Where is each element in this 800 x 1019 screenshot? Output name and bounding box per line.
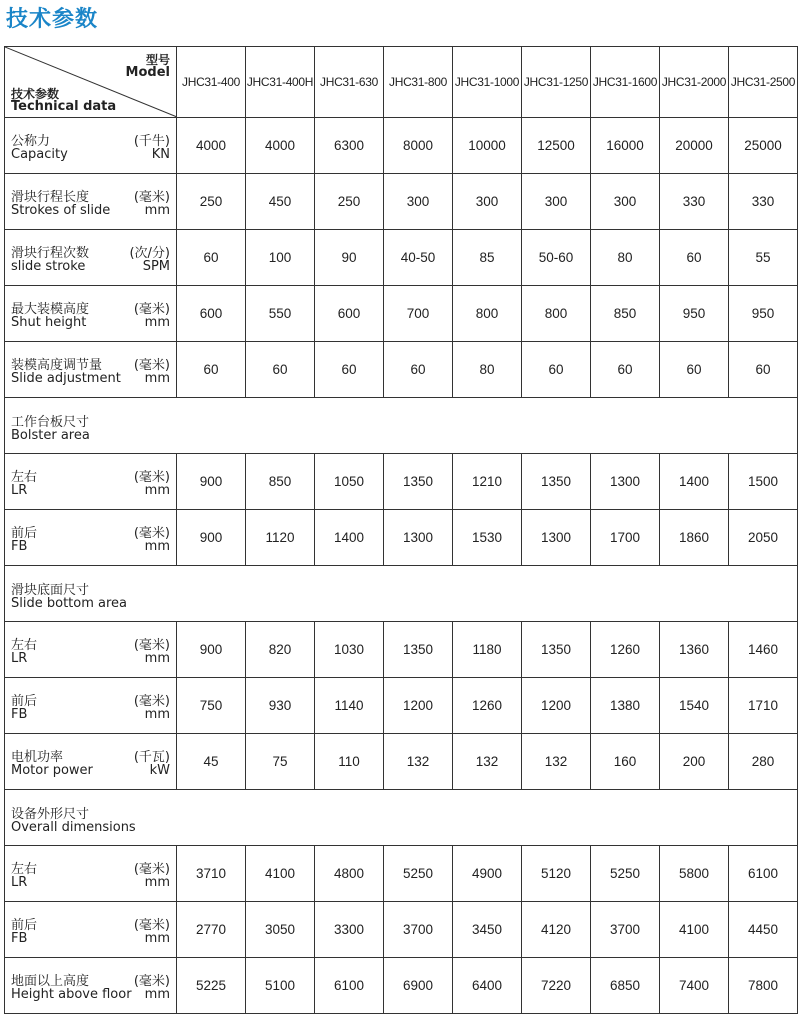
param-name-en: LR (11, 651, 28, 666)
param-unit-en: mm (144, 315, 170, 330)
table-row (5, 118, 798, 174)
section-row (5, 398, 798, 454)
table-row (5, 678, 798, 734)
value-cell: 4000 (246, 118, 315, 174)
value-cell: 300 (522, 174, 591, 230)
value-cell: 1200 (522, 678, 591, 734)
param-name-en: FB (11, 707, 28, 722)
value-cell: 950 (729, 286, 798, 342)
value-cell: 6100 (315, 958, 384, 1014)
value-cell: 10000 (453, 118, 522, 174)
value-cell: 200 (660, 734, 729, 790)
model-header: JHC31-400H (246, 47, 315, 118)
param-name-cn: 滑块行程长度 (11, 190, 90, 205)
section-label-en: Bolster area (11, 428, 90, 443)
value-cell: 60 (522, 342, 591, 398)
section-label-cn: 滑块底面尺寸 (11, 583, 90, 598)
value-cell: 300 (591, 174, 660, 230)
value-cell: 132 (384, 734, 453, 790)
value-cell: 60 (177, 230, 246, 286)
param-unit-cn: (千瓦) (133, 750, 170, 765)
param-unit-cn: (毫米) (133, 302, 170, 317)
table-row (5, 902, 798, 958)
value-cell: 1300 (522, 510, 591, 566)
param-unit-cn: (毫米) (133, 694, 170, 709)
param-unit-cn: (毫米) (133, 918, 170, 933)
param-name-cn: 左右 (11, 862, 38, 877)
table-row (5, 622, 798, 678)
param-name-en: Height above floor (11, 987, 132, 1002)
param-unit-en: mm (144, 203, 170, 218)
param-name-cn: 前后 (11, 918, 38, 933)
param-unit-en: mm (144, 651, 170, 666)
value-cell: 1540 (660, 678, 729, 734)
param-label-en: Technical data (11, 99, 117, 114)
param-unit-cn: (毫米) (133, 190, 170, 205)
section-row (5, 566, 798, 622)
value-cell: 1260 (453, 678, 522, 734)
param-unit-en: mm (144, 931, 170, 946)
model-label-cn: 型号 (145, 53, 170, 67)
page-title: 技术参数 (6, 7, 99, 32)
value-cell: 25000 (729, 118, 798, 174)
param-name-cn: 电机功率 (11, 750, 64, 765)
section-row (5, 790, 798, 846)
param-label-cn: 技术参数 (11, 87, 60, 101)
param-label-cell (5, 902, 177, 958)
value-cell: 1400 (315, 510, 384, 566)
value-cell: 800 (453, 286, 522, 342)
param-label-cell (5, 678, 177, 734)
section-label-en: Overall dimensions (11, 820, 136, 835)
value-cell: 1500 (729, 454, 798, 510)
value-cell: 6100 (729, 846, 798, 902)
value-cell: 60 (660, 230, 729, 286)
technical-data-table (4, 46, 798, 1014)
value-cell: 7220 (522, 958, 591, 1014)
table-row (5, 286, 798, 342)
param-name-cn: 公称力 (11, 134, 51, 149)
value-cell: 700 (384, 286, 453, 342)
value-cell: 60 (660, 342, 729, 398)
value-cell: 330 (729, 174, 798, 230)
section-header-cell (5, 398, 798, 454)
value-cell: 750 (177, 678, 246, 734)
param-name-cn: 左右 (11, 638, 38, 653)
value-cell: 1030 (315, 622, 384, 678)
value-cell: 4900 (453, 846, 522, 902)
value-cell: 8000 (384, 118, 453, 174)
value-cell: 5100 (246, 958, 315, 1014)
value-cell: 5225 (177, 958, 246, 1014)
value-cell: 600 (315, 286, 384, 342)
value-cell: 5250 (384, 846, 453, 902)
value-cell: 1180 (453, 622, 522, 678)
value-cell: 4100 (246, 846, 315, 902)
param-label-cell (5, 734, 177, 790)
value-cell: 900 (177, 622, 246, 678)
value-cell: 7400 (660, 958, 729, 1014)
value-cell: 1300 (591, 454, 660, 510)
value-cell: 3700 (384, 902, 453, 958)
value-cell: 5800 (660, 846, 729, 902)
value-cell: 3700 (591, 902, 660, 958)
model-header: JHC31-2000 (660, 47, 729, 118)
value-cell: 60 (177, 342, 246, 398)
param-unit-en: mm (144, 371, 170, 386)
value-cell: 930 (246, 678, 315, 734)
param-name-cn: 滑块行程次数 (11, 246, 90, 261)
table-row (5, 230, 798, 286)
value-cell: 1300 (384, 510, 453, 566)
value-cell: 16000 (591, 118, 660, 174)
value-cell: 7800 (729, 958, 798, 1014)
value-cell: 450 (246, 174, 315, 230)
param-unit-cn: (毫米) (133, 470, 170, 485)
value-cell: 1700 (591, 510, 660, 566)
value-cell: 1260 (591, 622, 660, 678)
model-header: JHC31-1000 (453, 47, 522, 118)
param-name-en: FB (11, 931, 28, 946)
value-cell: 80 (591, 230, 660, 286)
value-cell: 45 (177, 734, 246, 790)
table-row (5, 342, 798, 398)
value-cell: 550 (246, 286, 315, 342)
table-row (5, 846, 798, 902)
value-cell: 1200 (384, 678, 453, 734)
param-unit-en: SPM (142, 259, 170, 274)
value-cell: 90 (315, 230, 384, 286)
model-header: JHC31-1250 (522, 47, 591, 118)
value-cell: 300 (453, 174, 522, 230)
value-cell: 6850 (591, 958, 660, 1014)
value-cell: 1360 (660, 622, 729, 678)
value-cell: 75 (246, 734, 315, 790)
param-name-en: FB (11, 539, 28, 554)
section-label-en: Slide bottom area (11, 596, 127, 611)
table-row (5, 734, 798, 790)
value-cell: 3710 (177, 846, 246, 902)
value-cell: 250 (315, 174, 384, 230)
model-header: JHC31-400 (177, 47, 246, 118)
value-cell: 900 (177, 510, 246, 566)
section-label-cn: 工作台板尺寸 (11, 415, 90, 430)
param-name-en: Motor power (11, 763, 93, 778)
param-name-en: LR (11, 483, 28, 498)
value-cell: 850 (591, 286, 660, 342)
table-row (5, 454, 798, 510)
param-unit-en: KN (151, 147, 170, 162)
param-unit-cn: (毫米) (133, 862, 170, 877)
param-unit-cn: (毫米) (133, 974, 170, 989)
value-cell: 4120 (522, 902, 591, 958)
param-label-cell (5, 230, 177, 286)
value-cell: 60 (729, 342, 798, 398)
value-cell: 60 (384, 342, 453, 398)
table-row (5, 958, 798, 1014)
value-cell: 280 (729, 734, 798, 790)
value-cell: 250 (177, 174, 246, 230)
value-cell: 85 (453, 230, 522, 286)
value-cell: 4450 (729, 902, 798, 958)
value-cell: 950 (660, 286, 729, 342)
value-cell: 132 (453, 734, 522, 790)
value-cell: 5120 (522, 846, 591, 902)
value-cell: 1400 (660, 454, 729, 510)
value-cell: 1210 (453, 454, 522, 510)
value-cell: 3450 (453, 902, 522, 958)
value-cell: 80 (453, 342, 522, 398)
value-cell: 3300 (315, 902, 384, 958)
model-label-en: Model (125, 65, 170, 80)
value-cell: 6400 (453, 958, 522, 1014)
param-unit-en: mm (144, 987, 170, 1002)
value-cell: 1350 (522, 622, 591, 678)
param-label-cell (5, 454, 177, 510)
param-label-cell (5, 510, 177, 566)
param-name-cn: 最大装模高度 (11, 302, 90, 317)
model-header: JHC31-800 (384, 47, 453, 118)
value-cell: 60 (315, 342, 384, 398)
value-cell: 110 (315, 734, 384, 790)
value-cell: 1380 (591, 678, 660, 734)
param-unit-cn: (毫米) (133, 358, 170, 373)
model-header: JHC31-630 (315, 47, 384, 118)
value-cell: 20000 (660, 118, 729, 174)
value-cell: 5250 (591, 846, 660, 902)
value-cell: 1120 (246, 510, 315, 566)
value-cell: 4000 (177, 118, 246, 174)
param-name-en: Strokes of slide (11, 203, 111, 218)
param-unit-cn: (毫米) (133, 638, 170, 653)
value-cell: 4100 (660, 902, 729, 958)
param-unit-cn: (次/分) (129, 246, 170, 261)
param-name-en: LR (11, 875, 28, 890)
value-cell: 40-50 (384, 230, 453, 286)
section-header-cell (5, 566, 798, 622)
table-body (5, 118, 798, 1014)
param-name-cn: 前后 (11, 694, 38, 709)
value-cell: 2770 (177, 902, 246, 958)
value-cell: 850 (246, 454, 315, 510)
value-cell: 1710 (729, 678, 798, 734)
param-name-en: Shut height (11, 315, 87, 330)
param-unit-cn: (毫米) (133, 526, 170, 541)
param-unit-en: mm (144, 707, 170, 722)
value-cell: 3050 (246, 902, 315, 958)
value-cell: 1530 (453, 510, 522, 566)
value-cell: 1860 (660, 510, 729, 566)
value-cell: 6900 (384, 958, 453, 1014)
value-cell: 132 (522, 734, 591, 790)
param-unit-en: mm (144, 483, 170, 498)
param-name-cn: 地面以上高度 (11, 974, 90, 989)
param-unit-en: mm (144, 539, 170, 554)
param-label-cell (5, 846, 177, 902)
param-unit-en: mm (144, 875, 170, 890)
header-row (5, 47, 798, 118)
value-cell: 160 (591, 734, 660, 790)
param-name-cn: 左右 (11, 470, 38, 485)
value-cell: 60 (591, 342, 660, 398)
value-cell: 1350 (384, 622, 453, 678)
value-cell: 55 (729, 230, 798, 286)
param-label-cell (5, 174, 177, 230)
value-cell: 820 (246, 622, 315, 678)
param-name-en: Slide adjustment (11, 371, 121, 386)
section-label-cn: 设备外形尺寸 (11, 807, 90, 822)
param-unit-cn: (千牛) (133, 134, 170, 149)
value-cell: 1140 (315, 678, 384, 734)
value-cell: 1460 (729, 622, 798, 678)
model-header: JHC31-2500 (729, 47, 798, 118)
param-name-cn: 装模高度调节量 (11, 358, 103, 373)
value-cell: 1350 (384, 454, 453, 510)
param-name-cn: 前后 (11, 526, 38, 541)
param-unit-en: kW (149, 763, 170, 778)
value-cell: 6300 (315, 118, 384, 174)
param-name-en: Capacity (11, 147, 68, 162)
value-cell: 50-60 (522, 230, 591, 286)
value-cell: 900 (177, 454, 246, 510)
param-label-cell (5, 286, 177, 342)
table-row (5, 174, 798, 230)
value-cell: 12500 (522, 118, 591, 174)
value-cell: 800 (522, 286, 591, 342)
value-cell: 330 (660, 174, 729, 230)
param-label-cell (5, 342, 177, 398)
param-label-cell (5, 958, 177, 1014)
value-cell: 2050 (729, 510, 798, 566)
value-cell: 4800 (315, 846, 384, 902)
param-name-en: slide stroke (11, 259, 86, 274)
param-label-cell (5, 622, 177, 678)
table-row (5, 510, 798, 566)
model-header: JHC31-1600 (591, 47, 660, 118)
value-cell: 300 (384, 174, 453, 230)
value-cell: 1350 (522, 454, 591, 510)
param-label-cell (5, 118, 177, 174)
value-cell: 1050 (315, 454, 384, 510)
corner-header-cell (5, 47, 177, 118)
value-cell: 100 (246, 230, 315, 286)
value-cell: 600 (177, 286, 246, 342)
value-cell: 60 (246, 342, 315, 398)
section-header-cell (5, 790, 798, 846)
